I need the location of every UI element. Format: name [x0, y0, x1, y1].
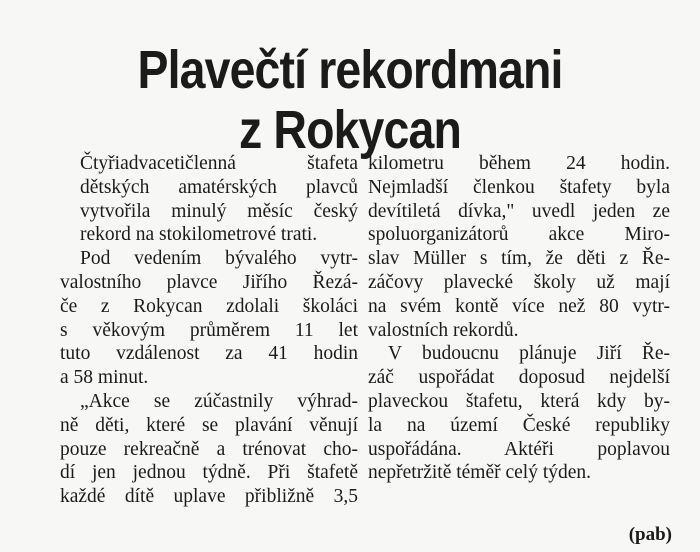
text-line: každé dítě uplave přibližně 3,5 [60, 486, 358, 508]
text-line: s věkovým průměrem 11 let [60, 319, 358, 341]
right-column [368, 152, 670, 485]
text-line: dětských amatérských plavců [80, 176, 358, 198]
text-line: na svém kontě více než 80 vytr- [368, 295, 670, 317]
text-line: plaveckou štafetu, která kdy by- [368, 390, 670, 412]
left-column [60, 152, 358, 509]
text-line: V budoucnu plánuje Jiří Ře- [388, 343, 670, 365]
text-line: kilometru během 24 hodin. [368, 153, 670, 174]
text-line: slav Müller s tím, že děti z Ře- [368, 248, 670, 270]
text-line: tuto vzdálenost za 41 hodin [60, 343, 358, 365]
text-line: če z Rokycan zdolali školáci [60, 295, 358, 317]
text-line: rekord na stokilometrové trati. [80, 224, 318, 246]
text-line: dí jen jednou týdně. Při štafetě [60, 462, 358, 484]
author-signature: (pab) [628, 524, 672, 545]
headline-line-1: Plavečtí rekordmani [137, 40, 563, 101]
text-line: spoluorganizátorů akce Miro- [368, 224, 670, 246]
paragraph-2 [60, 247, 358, 390]
text-line: ně děti, které se plavání věnují [60, 414, 358, 436]
headline [49, 40, 651, 160]
text-line: Čtyřiadvacetičlenná štafeta [80, 153, 358, 174]
text-line: záčovy plavecké školy už mají [368, 271, 670, 293]
text-line: Pod vedením bývalého vytr- [80, 248, 358, 270]
paragraph-3 [60, 390, 358, 509]
text-line: Nejmladší členkou štafety byla [368, 176, 670, 198]
paragraph-1 [60, 152, 358, 247]
text-line: pouze rekreačně a trénovat cho- [60, 438, 358, 460]
text-line: uspořádána. Aktéři poplavou [368, 438, 670, 460]
text-line: la na území České republiky [368, 414, 670, 436]
paragraph-5 [368, 342, 670, 485]
text-line: a 58 minut. [60, 367, 149, 389]
headline-line-2: z Rokycan [239, 100, 461, 161]
paragraph-4 [368, 152, 670, 342]
text-line: nepřetržitě téměř celý týden. [368, 462, 592, 484]
text-line: „Akce se zúčastnily výhrad- [80, 390, 358, 412]
text-line: valostních rekordů. [368, 319, 519, 341]
text-line: valostního plavce Jiřího Řezá- [60, 271, 358, 293]
text-line: záč uspořádat doposud nejdelší [368, 367, 670, 389]
text-line: devítiletá dívka," uvedl jeden ze [368, 200, 670, 222]
text-line: vytvořila minulý měsíc český [80, 200, 358, 222]
